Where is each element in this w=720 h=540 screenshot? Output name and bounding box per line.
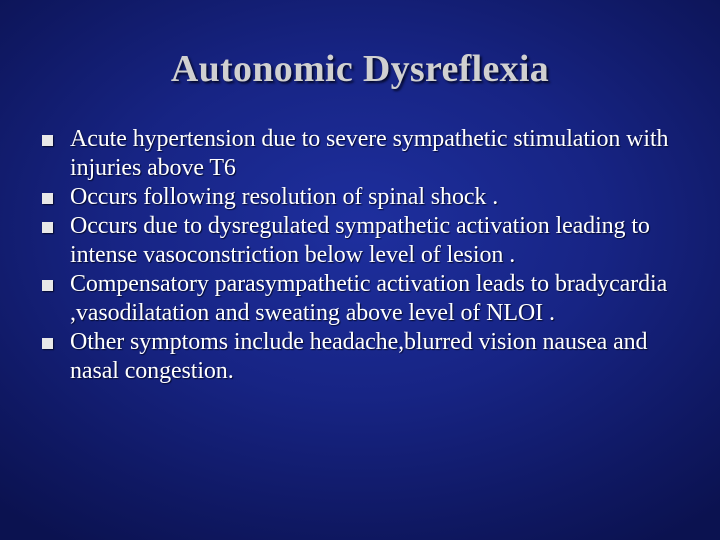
square-bullet-icon bbox=[42, 338, 53, 349]
bullet-item-1 bbox=[42, 125, 682, 183]
bullet-text: Compensatory parasympathetic activation leads to bradycardia ,vasodilatation and sweating above level of NLOI . bbox=[70, 271, 668, 326]
square-bullet-icon bbox=[42, 280, 53, 291]
bullet-text: Other symptoms include headache,blurred vision nausea and nasal congestion. bbox=[70, 329, 648, 384]
bullet-text: Occurs following resolution of spinal shock . bbox=[70, 184, 499, 210]
bullet-item-3 bbox=[42, 212, 682, 270]
bullet-item-2 bbox=[42, 183, 682, 212]
bullet-text: Acute hypertension due to severe sympathetic stimulation with injuries above T6 bbox=[70, 126, 669, 181]
bullet-text: Occurs due to dysregulated sympathetic activation leading to intense vasoconstriction below level of lesion . bbox=[70, 213, 650, 268]
bullet-item-5 bbox=[42, 328, 682, 386]
square-bullet-icon bbox=[42, 222, 53, 233]
bullet-item-4 bbox=[42, 270, 682, 328]
square-bullet-icon bbox=[42, 135, 53, 146]
square-bullet-icon bbox=[42, 193, 53, 204]
slide-title: Autonomic Dysreflexia bbox=[170, 48, 550, 90]
bullet-list bbox=[42, 125, 682, 386]
